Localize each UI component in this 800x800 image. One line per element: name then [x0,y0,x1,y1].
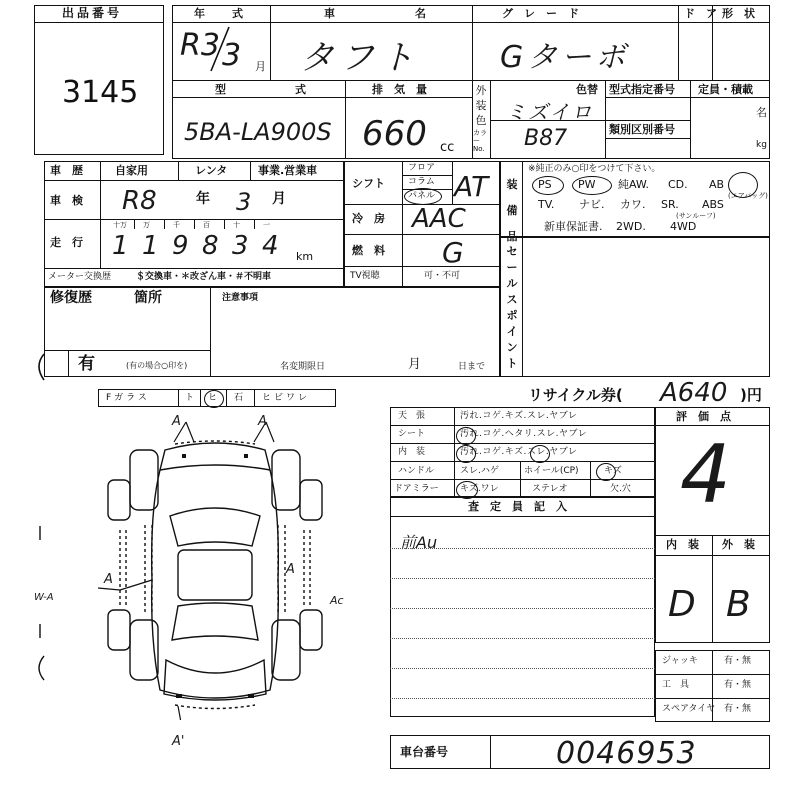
equipment-item: ナビ. [579,198,605,211]
sales-point-box [500,237,770,377]
year-label: 年 [194,7,205,20]
diagram-mark-right-side: A [286,562,295,577]
seat-circle [456,427,476,445]
mileage-digit-value: 9 [172,231,189,261]
glass-opt-2-circle [204,390,224,408]
equipment-item: 新車保証書. [544,220,603,233]
repair-box [44,287,500,377]
displacement-label: 排 気 量 [372,83,427,96]
diagram-mark-rear: A' [172,734,185,749]
diagram-mark-right-rear: Ac [330,594,344,607]
model-name-label-car: 車 [324,7,335,20]
repair-note: (有の場合○印を) [126,361,188,370]
color-no-value: B87 [524,126,568,151]
shape-label: 形 状 [722,7,755,20]
deadline-label: 名変期限日 [280,362,326,372]
inspector-line [390,548,655,549]
glass-label: Fガラス [106,393,150,403]
equipment-item: 4WD [670,220,697,233]
recycle-label: リサイクル券( [528,386,623,404]
mileage-digit-value: 3 [232,231,249,261]
interior-check-options: 汚れ.コゲ.キズ.スレ.ヤブレ [460,447,578,457]
glass-opt-1: ト [185,393,195,403]
year-era-value: R3 [180,28,220,63]
chassis-value: 0046953 [556,736,697,771]
equipment-item: 純AW. [618,178,650,191]
aircon-value: AAC [412,204,466,234]
inspection-value: R8 [122,186,157,216]
tool-label: スペアタイヤ [662,704,716,714]
interior-check-label: シート [398,429,426,439]
interior-check-options: 汚れ.コゲ.ヘタリ.スレ.ヤブレ [460,429,588,439]
shift-label: シフト [352,177,385,190]
shift-floor: フロア [408,163,436,173]
history-business: 事業.営業車 [258,164,318,177]
inspector-line [390,638,655,639]
year-shiki-label: 式 [232,7,243,20]
stereo-label: ステレオ [532,484,568,494]
notes-label: 注意事項 [222,293,259,303]
mileage-digit-value: 1 [112,231,129,261]
deadline-day-unit: 日まで [458,362,486,372]
ps-circle [532,176,564,195]
repair-location-label: 箇所 [134,290,162,306]
classification-label: 類別区別番号 [609,123,675,136]
model-code-value: 5BA-LA900S [184,118,332,146]
mileage-digit-divider [164,219,165,229]
mileage-digit-label: 百 [203,221,210,229]
inspector-line [390,608,655,609]
lot-number-label: 出品番号 [62,6,123,20]
mileage-digit-label: 一 [263,221,270,229]
interior-check-label: 天 張 [398,411,426,421]
tool-value: 有・無 [724,656,752,666]
glass-opt-2: ヒ [208,393,218,403]
equipment-row-3 [544,220,774,236]
wheel-label: ホイール(CP) [524,466,579,476]
score-label: 評 価 点 [676,410,731,423]
mileage-digit-label: 万 [143,221,150,229]
shift-panel-circle [404,188,442,205]
mileage-digit-value: 1 [142,231,159,261]
inspector-line [390,668,655,669]
glass-opt-3: 石 [234,393,244,403]
inspection-month-value: 3 [236,188,252,216]
glass-opt-4: ヒビワレ [262,393,311,403]
grade-value: Gターボ [500,40,630,75]
year-month-value: 3 [222,38,242,73]
equipment-item: ABS [702,198,724,211]
inspection-label: 車 検 [50,194,83,207]
interior-check-options: 汚れ.コゲ.キズ.スレ.ヤブレ [460,411,578,421]
meter-exchange-label: メーター交換歴 [48,272,112,282]
interior-check-label: 内 装 [398,447,426,457]
color-no-label: カラーNo. [473,129,487,153]
mileage-label: 走 行 [50,236,83,249]
car-diagram [90,410,340,720]
deadline-month-unit: 月 [408,357,422,372]
lot-number-value: 3145 [62,75,139,110]
wheel-value: キズ [604,466,622,476]
sales-point-label: セールスポイント [506,245,518,370]
year-month-unit: 月 [255,60,266,73]
equipment-note: ※純正のみ○印をつけて下さい。 [528,164,661,174]
left-margin-mark [32,352,48,382]
recycle-value: A640 [660,378,728,408]
capacity-kg-unit: kg [756,140,767,150]
exterior-score-value: B [726,584,751,625]
interior-kizu-circle [530,445,550,463]
airbag-note: (エアバッグ) [728,192,768,200]
model-code-shiki: 式 [295,83,306,96]
exterior-score-label: 外 装 [722,538,755,551]
aircon-label: 冷 房 [352,212,385,225]
interior-circle [456,445,476,463]
equipment-item: AB [709,178,725,191]
handle-options: スレ.ハゲ [460,466,499,476]
type-designation-label: 型式指定番号 [609,83,675,96]
equipment-item: TV. [538,198,555,211]
chassis-label: 車台番号 [400,745,449,759]
inspector-line [390,698,655,699]
shift-panel: パネル [408,191,436,201]
diagram-mark-side-note: W-A [34,592,54,603]
grade-label: グ レ ー ド [502,7,579,20]
diagram-mark-left-side: A [104,572,113,587]
diagram-mark-front-right: A [258,414,267,429]
repair-value: 有 [78,354,95,374]
equipment-label: 装備品 [506,178,518,243]
score-value: 4 [680,428,731,521]
interior-score-label: 内 装 [666,538,699,551]
sunroof-note: (サンルーフ) [676,212,716,220]
displacement-unit: cc [440,140,455,155]
inspector-label: 査 定 員 記 入 [468,500,567,513]
shift-value: AT [454,170,489,203]
equipment-item: PW [578,178,596,191]
shift-column: コラム [408,177,435,187]
history-private: 自家用 [115,164,148,177]
ab-circle [728,172,758,198]
equipment-item: 2WD. [616,220,646,233]
equipment-item: PS [538,178,552,191]
equipment-row-2 [538,198,768,214]
model-code-label: 型 [215,83,226,96]
model-name-value: タフト [300,38,420,78]
exterior-color-value: ミズイロ [506,100,594,124]
meter-exchange-options: ＄交換車・＊改ざん車・＃不明車 [136,272,272,282]
model-name-label-name: 名 [415,7,426,20]
displacement-value: 660 [362,114,427,154]
tool-label: ジャッキ [662,656,698,666]
capacity-label: 定員・積載 [698,83,753,96]
mirror-options: キズ.ワレ [460,484,499,494]
capacity-person-unit: 名 [756,106,767,119]
left-margin-ticks [30,520,50,690]
mileage-digit-label: 十万 [113,221,127,229]
mileage-unit: km [296,250,314,263]
tv-value: 可・不可 [424,271,461,281]
fuel-value: G [442,236,464,269]
interior-score-value: D [668,584,696,625]
handle-label: ハンドル [398,466,435,476]
tool-value: 有・無 [724,704,752,714]
mirror-label: ドアミラー [394,484,439,494]
equipment-item: CD. [668,178,688,191]
mileage-digit-value: 8 [202,231,219,261]
history-rental: レンタ [195,164,228,177]
mileage-digit-value: 4 [262,231,279,261]
equipment-item: SR. [661,198,679,211]
door-label: ド ア [684,7,717,20]
inspector-line [390,578,655,579]
color-change-label: 色替 [576,83,598,96]
mileage-digit-divider [224,219,225,229]
fuel-label: 燃 料 [352,244,385,257]
inspection-year-unit: 年 [196,191,210,207]
wheel-circle [596,463,616,481]
pw-circle [572,176,612,195]
tool-label: 工 具 [662,680,690,690]
mileage-digit-divider [254,219,255,229]
stereo-options: 欠.穴 [610,484,631,494]
history-label: 車 歴 [50,164,83,177]
mileage-digit-divider [134,219,135,229]
mileage-digit-divider [194,219,195,229]
tool-value: 有・無 [724,680,752,690]
mileage-digit-label: 十 [233,221,240,229]
equipment-item: カワ. [620,198,646,211]
exterior-color-label: 外装色 [475,84,487,127]
tv-label: TV視聴 [350,271,380,281]
recycle-suffix: )円 [740,386,762,404]
inspector-note: 前Au [400,533,438,552]
diagram-mark-front-left: A [172,414,181,429]
mileage-digit-label: 千 [173,221,180,229]
inspection-month-unit: 月 [272,191,286,207]
repair-label: 修復歴 [50,290,92,306]
